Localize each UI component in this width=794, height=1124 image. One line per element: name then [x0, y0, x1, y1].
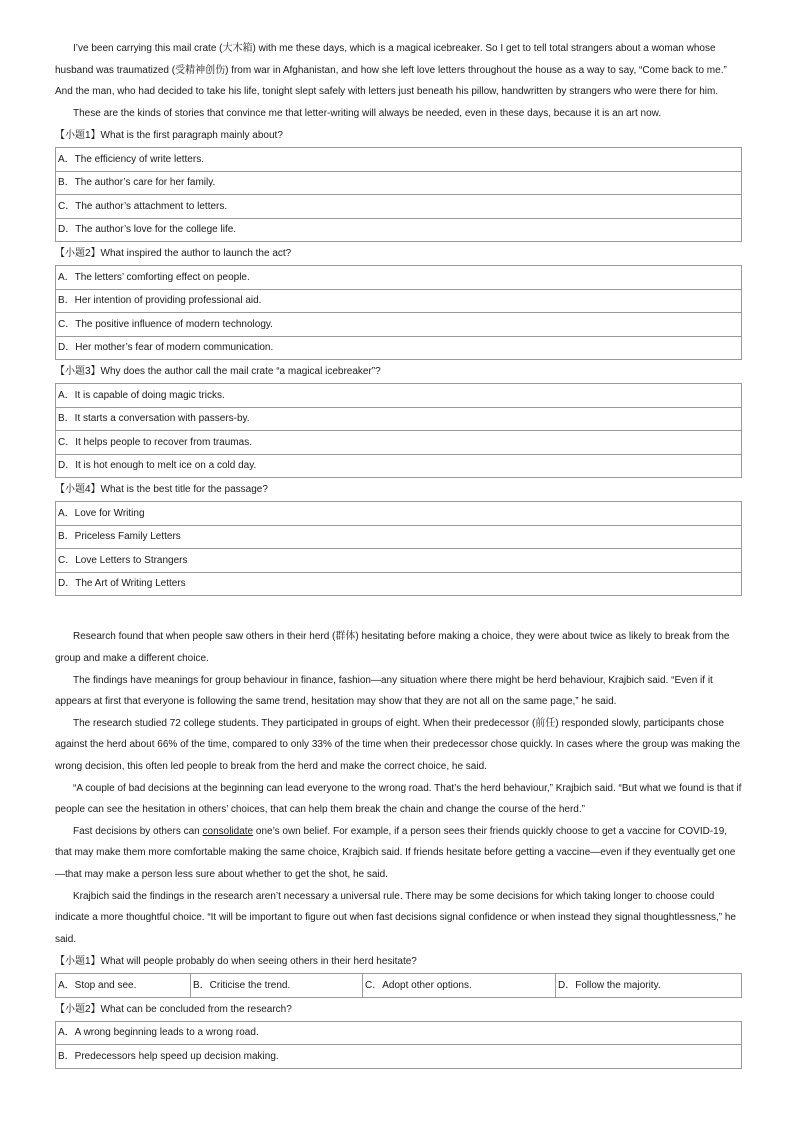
- document-page: [55, 38, 742, 1069]
- option-a[interactable]: A．The efficiency of write letters.: [56, 148, 742, 172]
- question-block: [55, 478, 742, 596]
- text-run: Fast decisions by others can: [73, 825, 203, 837]
- option-a[interactable]: A．Stop and see.: [56, 974, 191, 998]
- question-stem: 【小题2】What can be concluded from the research?: [55, 1003, 292, 1015]
- option-a[interactable]: A．Love for Writing: [56, 502, 742, 526]
- options-table: [55, 1021, 742, 1069]
- option-b[interactable]: B．It starts a conversation with passers-by.: [56, 407, 742, 431]
- option-b[interactable]: B．Predecessors help speed up decision making.: [56, 1045, 742, 1069]
- options-table: [55, 265, 742, 360]
- passage-paragraph: “A couple of bad decisions at the beginning can lead everyone to the wrong road. That’s the herd behaviour,” Krajbich said. “But what we found is that if people can see the hesitation in others’ choices, that can help them break the chain and change the course of the herd.”: [55, 782, 742, 816]
- passage-paragraph: [55, 821, 742, 886]
- question-stem: 【小题3】Why does the author call the mail crate “a magical icebreaker”?: [55, 366, 381, 378]
- question-stem: 【小题1】What is the first paragraph mainly about?: [55, 130, 283, 142]
- options-table: [55, 383, 742, 478]
- option-d[interactable]: D．It is hot enough to melt ice on a cold day.: [56, 454, 742, 478]
- question-block: [55, 950, 742, 998]
- option-c[interactable]: C．The positive influence of modern technology.: [56, 313, 742, 337]
- question-block: [55, 242, 742, 360]
- options-table: [55, 501, 742, 596]
- question-stem: 【小题2】What inspired the author to launch the act?: [55, 248, 292, 260]
- question-stem: 【小题4】What is the best title for the passage?: [55, 484, 268, 496]
- text-run: one’s own belief. For example, if a person sees their friends quickly choose to get a vaccine for COVID-19, that may make them more comfortable making the same choice, Krajbich said. If friends hesitate before getting a vaccine—even if they eventually get one—that may make a person less sure about whether to get the shot, he said.: [55, 825, 736, 880]
- section-gap: [55, 596, 742, 626]
- passage-paragraph: Research found that when people saw others in their herd (群体) hesitating before making a choice, they were about twice as likely to break from the group and make a different choice.: [55, 631, 730, 664]
- passage-paragraph: The research studied 72 college students. They participated in groups of eight. When their predecessor (前任) responded slowly, participants chose against the herd about 66% of the time, compared to only 33% of the time when their predecessor chose quickly. In cases where the group was making the wrong decision, this often led people to break from the herd and make the correct choice, he said.: [55, 717, 741, 772]
- option-d[interactable]: D．Her mother’s fear of modern communication.: [56, 336, 742, 360]
- option-c[interactable]: C．The author’s attachment to letters.: [56, 195, 742, 219]
- question-block: [55, 124, 742, 242]
- question-block: [55, 360, 742, 478]
- passage-paragraph: These are the kinds of stories that convince me that letter-writing will always be needed, even in these days, because it is an art now.: [73, 107, 662, 119]
- option-d[interactable]: D．The author’s love for the college life.: [56, 218, 742, 242]
- passage-2: [55, 626, 742, 1068]
- question-stem: 【小题1】What will people probably do when seeing others in their herd hesitate?: [55, 956, 417, 968]
- option-c[interactable]: C．Adopt other options.: [363, 974, 556, 998]
- options-table: [55, 973, 742, 998]
- option-d[interactable]: D．Follow the majority.: [556, 974, 742, 998]
- option-b[interactable]: B．Priceless Family Letters: [56, 525, 742, 549]
- option-a[interactable]: A．It is capable of doing magic tricks.: [56, 384, 742, 408]
- option-c[interactable]: C．It helps people to recover from traumas.: [56, 431, 742, 455]
- option-d[interactable]: D．The Art of Writing Letters: [56, 572, 742, 596]
- underlined-word: consolidate: [202, 825, 254, 837]
- passage-paragraph: I’ve been carrying this mail crate (大木箱) with me these days, which is a magical icebreaker. So I get to tell total strangers about a woman whose husband was traumatized (受精神创伤) from war in Afghanistan, and how she left love letters throughout the house as a way to say, “Come back to me.” And the man, who had decided to take his life, tonight slept safely with letters just beneath his pillow, handwritten by strangers who were there for him.: [55, 43, 727, 98]
- option-c[interactable]: C．Love Letters to Strangers: [56, 549, 742, 573]
- option-b[interactable]: B．The author’s care for her family.: [56, 171, 742, 195]
- passage-1: [55, 38, 742, 596]
- options-table: [55, 147, 742, 242]
- question-block: [55, 998, 742, 1069]
- option-b[interactable]: B．Her intention of providing professional aid.: [56, 289, 742, 313]
- option-a[interactable]: A．The letters’ comforting effect on people.: [56, 266, 742, 290]
- option-a[interactable]: A．A wrong beginning leads to a wrong road.: [56, 1021, 742, 1045]
- passage-paragraph: Krajbich said the findings in the research aren’t necessary a universal rule. There may be some decisions for which taking longer to choose could indicate a more thoughtful choice. “It will be important to figure out when fast decisions signal confidence or when instead they signal thoughtlessness,” he said.: [55, 890, 736, 945]
- option-b[interactable]: B．Criticise the trend.: [191, 974, 363, 998]
- passage-paragraph: The findings have meanings for group behaviour in finance, fashion—any situation where there might be herd behaviour, Krajbich said. “Even if it appears at first that everyone is following the same trend, hesitation may show that they are not all on the same page,” he said.: [55, 674, 713, 708]
